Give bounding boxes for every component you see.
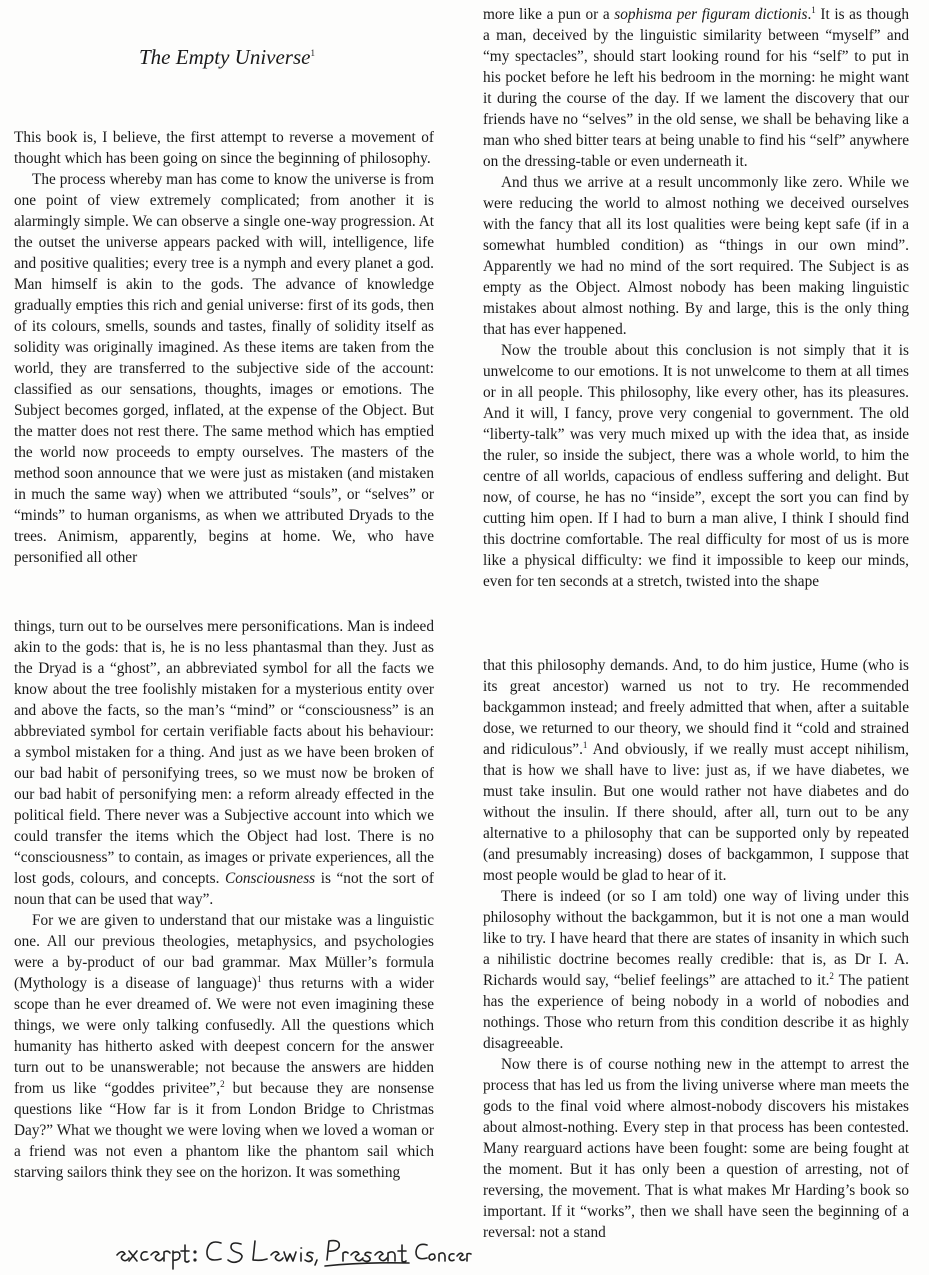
paragraph-hume: that this philosophy demands. And, to do him justice, Hume (who is its great ancestor) warned us not to try. He recommended backgammon instead; and freely admitted that when, after a suitable dose, we returned to our theory, we should find it “cold and strained and ridiculous”.$^1$ And obviously, if we really must accept nihilism, that is how we shall have to live: just as, if we have diabetes, we must take insulin. But one would rather not have diabetes and do without the insulin. If there should, after all, turn out to be any alternative to a philosophy that can be supported only by repeated (and presumably increasing) doses of backgammon, I suppose that most people would be glad to hear of it.	[483, 657, 909, 884]
left-block-bottom	[14, 616, 434, 1183]
footnote-marker: 1	[811, 4, 816, 15]
essay-title-text: The Empty Universe	[139, 45, 311, 69]
paragraph-process: The process whereby man has come to know the universe is from one point of view extremely complicated; from another it is alarmingly simple. We can observe a single one-way progression. At the outset the universe appears packed with will, intelligence, life and positive qualities; every tree is a nymph and every planet a god. Man himself is akin to the gods. The advance of knowledge gradually empties this rich and genial universe: first of its gods, then of its colours, smells, sounds and tastes, finally of solidity itself as solidity was originally imagined. As these items are taken from the world, they are transferred to the subjective side of the account: classified as our sensations, thoughts, images or emotions. The Subject becomes gorged, inflated, at the expense of the Object. But the matter does not rest there. The same method which has emptied the world now proceeds to empty ourselves. The masters of the method soon announce that we were just as mistaken (and mistaken in much the same way) when we attributed “souls”, or “selves” or “minds” to human organisms, as when we attributed Dryads to the trees. Animism, apparently, begins at home. We, who have personified all other	[14, 171, 434, 566]
right-block-bottom	[483, 655, 909, 1243]
paragraph-zero: And thus we arrive at a result uncommonly like zero. While we were reducing the world to almost nothing we deceived ourselves with the fancy that all its lost qualities were being kept safe (if in a somewhat humbled condition) as “things in our own mind”. Apparently we had no mind of the sort required. The Subject is as empty as the Object. Almost nobody has been making linguistic mistakes about almost nothing. By and large, this is the only thing that has ever happened.	[483, 174, 909, 338]
paragraph-pun: more like a pun or a sophisma per figuram dictionis.$^1$ It is as though a man, deceived by the linguistic similarity between “myself” and “my spectacles”, should start looking round for his “self” to put in his pocket before he left his bedroom in the morning: he might want it during the course of the day. If we lament the discovery that our friends have no “selves” in the old sense, we shall be behaving like a man who shed bitter tears at being unable to find his “self” anywhere on the dressing-table or even underneath it.	[483, 4, 909, 170]
paragraph-linguistic: For we are given to understand that our mistake was a linguistic one. All our previous theologies, metaphysics, and psychologies were a by-product of our bad grammar. Max Müller’s formula (Mythology is a disease of language)$^1$ thus returns with a wider scope than he ever dreamed of. We were not even imagining these things, we were only talking confusedly. All the questions which humanity has hitherto asked with deepest concern for the answer turn out to be unanswerable; not because the answers are hidden from us like “goddes privitee”,$^2$ but because they are nonsense questions like “How far is it from London Bridge to Christmas Day?” What we thought we were loving when we loved a woman or a friend was not even a phantom like the phantom sail which starving sailors think they see on the horizon. It was something	[14, 912, 435, 1181]
footnote-marker: 1	[582, 739, 588, 750]
paragraph-insanity: There is indeed (or so I am told) one way of living under this philosophy without the backgammon, but it is not one a man would like to try. I have heard that there are states of insanity in which such a nihilistic doctrine becomes really credible: that is, as Dr I. A. Richards would say, “belief feelings” are attached to it.$^2$ The patient has the experience of being nobody in a world of nobodies and nothings. Those who return from this condition describe it as highly disagreeable.	[483, 888, 910, 1052]
left-block-top	[14, 127, 434, 568]
title-note-marker: 1	[310, 48, 315, 58]
handwriting-drawing	[113, 1233, 473, 1271]
footnote-marker: 2	[829, 970, 834, 981]
paragraph-opening: This book is, I believe, the first attempt to reverse a movement of thought which has been going on since the beginning of philosophy.	[14, 129, 434, 167]
paragraph-trouble: Now the trouble about this conclusion is not simply that it is unwelcome to our emotions. It is not unwelcome to them at all times or in all people. This philosophy, like every other, has its pleasures. And it will, I fancy, prove very congenial to government. The old “liberty-talk” was very much mixed up with the idea that, as inside the ruler, so inside the subject, there was a whole world, to him the centre of all worlds, capacious of endless suffering and delight. But now, of course, he has no “inside”, except the sort you can find by cutting him open. If I had to burn a man alive, I think I should find this doctrine comfortable. The real difficulty for most of us is more like a physical difficulty: we find it impossible to keep our minds, even for ten seconds at a stretch, twisted into the shape	[483, 342, 909, 590]
paragraph-reversal: Now there is of course nothing new in the attempt to arrest the process that has led us from the living universe where man meets the gods to the final void where almost-nobody discovers his mistakes about almost-nothing. Every step in that process has been contested. Many rearguard actions have been fought: some are being fought at the moment. But it has only been a question of arresting, not of reversing, the movement. That is what makes Mr Harding’s book so important. If it “works”, then we shall have seen the beginning of a reversal: not a stand	[483, 1056, 909, 1241]
footnote-marker: 1	[257, 973, 262, 984]
italic-sophisma: sophisma per figuram dictionis	[614, 6, 808, 23]
essay-title	[139, 40, 419, 70]
handwritten-excerpt-note	[113, 1233, 473, 1271]
paragraph-personifications: things, turn out to be ourselves mere personifications. Man is indeed akin to the gods: that is, he is no less phantasmal than they. Just as the Dryad is a “ghost”, an abbreviated symbol for all the facts we know about the tree foolishly mistaken for a mysterious entity over and above the facts, so the man’s “mind” or “consciousness” is an abbreviated symbol for certain verifiable facts about his behaviour: a symbol mistaken for a thing. And just as we have been broken of our bad habit of personifying trees, so we must now be broken of our bad habit of personifying men: a reform already effected in the political field. There never was a Subjective account into which we could transfer the items which the Object had lost. There is no “consciousness” to contain, as images or private experiences, all the lost gods, colours, and concepts. Consciousness is “not the sort of noun that can be used that way”.	[14, 618, 434, 908]
right-block-top	[483, 4, 909, 592]
footnote-marker: 2	[220, 1078, 225, 1089]
italic-consciousness: Consciousness	[225, 870, 316, 887]
